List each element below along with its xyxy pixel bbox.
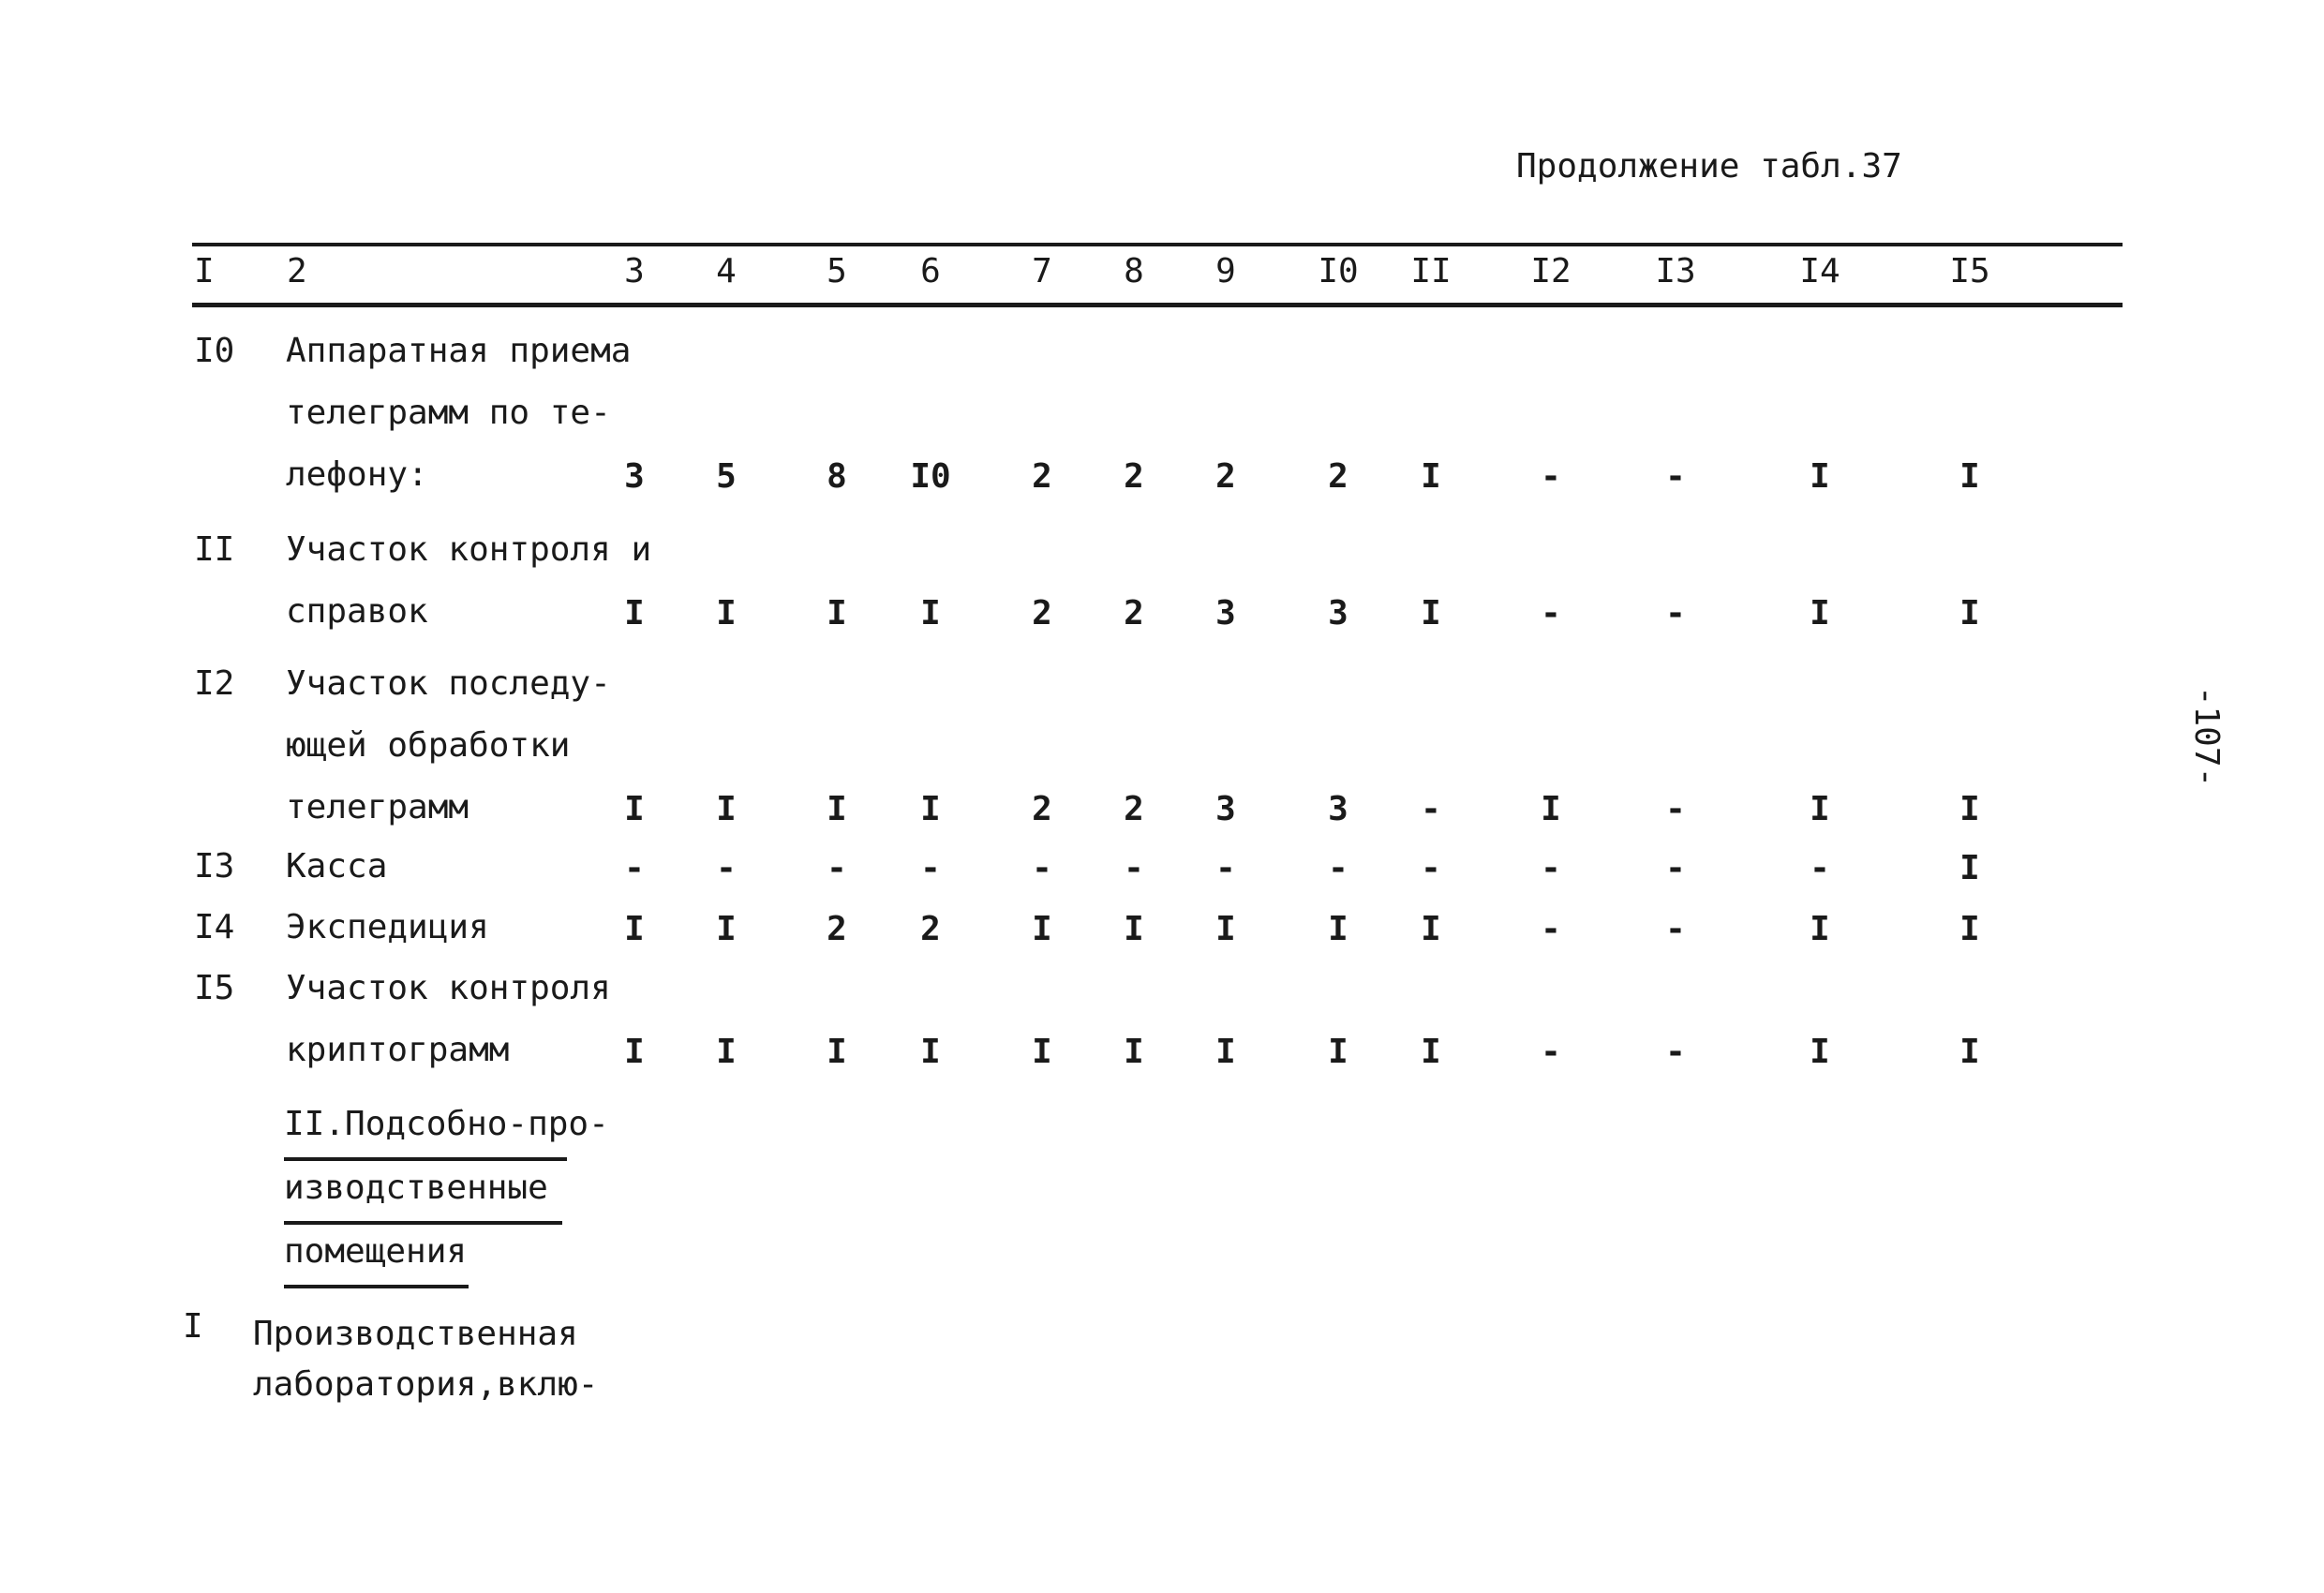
table-cell: I xyxy=(716,910,737,948)
table-cell: - xyxy=(1328,849,1348,887)
table-cell: - xyxy=(1665,790,1686,828)
row-label-line: телеграмм по те- xyxy=(286,394,611,432)
table-cell: - xyxy=(1541,910,1561,948)
table-cell: 2 xyxy=(1124,594,1144,633)
table-cell: I xyxy=(624,910,645,948)
section-line: помещения xyxy=(284,1232,468,1271)
table-cell: - xyxy=(1665,849,1686,887)
table-cell: I xyxy=(1421,457,1441,496)
header-cell: I0 xyxy=(1318,252,1359,290)
table-cell: 2 xyxy=(1032,790,1052,828)
table-cell: I xyxy=(624,594,645,633)
header-cell: I2 xyxy=(1530,252,1572,290)
table-cell: - xyxy=(1665,910,1686,948)
row-label-line: лаборатория,вклю- xyxy=(253,1365,599,1404)
row-number: I xyxy=(183,1307,203,1346)
header-cell: I3 xyxy=(1655,252,1696,290)
row-label-line: Касса xyxy=(286,847,388,886)
table-cell: I xyxy=(1215,1033,1236,1071)
row-label-line: ющей обработки xyxy=(286,726,571,765)
table-cell: I xyxy=(827,1033,847,1071)
table-cell: I xyxy=(920,1033,941,1071)
table-cell: 2 xyxy=(1032,457,1052,496)
table-cell: - xyxy=(920,849,941,887)
table-cell: I xyxy=(1959,457,1980,496)
table-cell: I xyxy=(716,790,737,828)
table-cell: - xyxy=(1421,790,1441,828)
table-cell: I xyxy=(1959,594,1980,633)
header-cell: 5 xyxy=(827,252,847,290)
section-line: II.Подсобно-про- xyxy=(284,1105,609,1143)
table-cell: - xyxy=(827,849,847,887)
table-cell: - xyxy=(1810,849,1830,887)
table-cell: 2 xyxy=(1124,457,1144,496)
table-cell: - xyxy=(1421,849,1441,887)
table-top-rule xyxy=(192,243,2123,246)
header-cell: 7 xyxy=(1032,252,1052,290)
row-number: I5 xyxy=(194,969,235,1007)
row-number: I2 xyxy=(194,664,235,703)
header-cell: 6 xyxy=(920,252,941,290)
section-line: изводственные xyxy=(284,1169,548,1207)
table-cell: I xyxy=(827,790,847,828)
table-cell: - xyxy=(1032,849,1052,887)
table-cell: I xyxy=(1810,910,1830,948)
table-cell: - xyxy=(1665,1033,1686,1071)
table-cell: - xyxy=(1215,849,1236,887)
table-cell: I xyxy=(920,790,941,828)
table-cell: I xyxy=(1959,849,1980,887)
row-label-line: телеграмм xyxy=(286,788,469,826)
table-cell: - xyxy=(624,849,645,887)
section-underline xyxy=(284,1221,562,1225)
row-label-line: Участок контроля и xyxy=(286,530,652,569)
row-number: I4 xyxy=(194,908,235,946)
table-cell: I xyxy=(1959,790,1980,828)
table-cell: - xyxy=(1665,594,1686,633)
table-cell: I xyxy=(1810,594,1830,633)
table-cell: 2 xyxy=(1328,457,1348,496)
table-cell: - xyxy=(716,849,737,887)
header-cell: 8 xyxy=(1124,252,1144,290)
table-cell: I xyxy=(1421,910,1441,948)
table-cell: - xyxy=(1541,1033,1561,1071)
table-cell: I xyxy=(827,594,847,633)
table-cell: I xyxy=(624,1033,645,1071)
row-number: I3 xyxy=(194,847,235,886)
row-label-line: Аппаратная приема xyxy=(286,332,632,370)
row-number: I0 xyxy=(194,332,235,370)
table-cell: 3 xyxy=(1215,790,1236,828)
table-cell: 2 xyxy=(827,910,847,948)
table-cell: - xyxy=(1541,594,1561,633)
table-cell: - xyxy=(1541,849,1561,887)
table-cell: 2 xyxy=(1124,790,1144,828)
table-cell: 3 xyxy=(1215,594,1236,633)
row-label-line: Производственная xyxy=(253,1315,578,1353)
table-cell: 2 xyxy=(1215,457,1236,496)
table-cell: I xyxy=(1328,1033,1348,1071)
row-label-line: справок xyxy=(286,592,428,631)
header-cell: 2 xyxy=(287,252,307,290)
row-label-line: лефону: xyxy=(286,455,428,494)
table-cell: I xyxy=(1959,910,1980,948)
header-cell: 4 xyxy=(716,252,737,290)
header-cell: 9 xyxy=(1215,252,1236,290)
table-cell: I xyxy=(1810,1033,1830,1071)
table-cell: 2 xyxy=(1032,594,1052,633)
table-cell: I xyxy=(1215,910,1236,948)
table-cell: 3 xyxy=(624,457,645,496)
table-cell: 3 xyxy=(1328,790,1348,828)
table-cell: I xyxy=(1328,910,1348,948)
section-underline xyxy=(284,1157,567,1161)
table-cell: I xyxy=(1124,1033,1144,1071)
header-cell: I xyxy=(194,252,215,290)
table-cell: I xyxy=(1810,457,1830,496)
header-cell: II xyxy=(1410,252,1452,290)
table-cell: 5 xyxy=(716,457,737,496)
table-cell: I xyxy=(1421,594,1441,633)
table-cell: I0 xyxy=(910,457,951,496)
table-cell: I xyxy=(1032,910,1052,948)
table-cell: I xyxy=(716,1033,737,1071)
table-cell: I xyxy=(624,790,645,828)
header-cell: 3 xyxy=(624,252,645,290)
table-cell: - xyxy=(1541,457,1561,496)
table-cell: - xyxy=(1124,849,1144,887)
table-cell: I xyxy=(1959,1033,1980,1071)
header-cell: I4 xyxy=(1799,252,1840,290)
table-cell: I xyxy=(1124,910,1144,948)
header-cell: I5 xyxy=(1949,252,1990,290)
table-caption: Продолжение табл.37 xyxy=(1516,147,1902,186)
row-label-line: Участок контроля xyxy=(286,969,611,1007)
row-number: II xyxy=(194,530,235,569)
table-cell: I xyxy=(1421,1033,1441,1071)
table-cell: I xyxy=(920,594,941,633)
table-cell: I xyxy=(1032,1033,1052,1071)
row-label-line: криптограмм xyxy=(286,1031,510,1069)
row-label-line: Экспедиция xyxy=(286,908,489,946)
table-cell: 8 xyxy=(827,457,847,496)
table-cell: 3 xyxy=(1328,594,1348,633)
section-underline xyxy=(284,1285,469,1288)
table-cell: I xyxy=(716,594,737,633)
table-cell: 2 xyxy=(920,910,941,948)
table-cell: I xyxy=(1541,790,1561,828)
table-cell: - xyxy=(1665,457,1686,496)
page-number: -107- xyxy=(2187,685,2227,788)
table-header-rule xyxy=(192,303,2123,307)
table-cell: I xyxy=(1810,790,1830,828)
row-label-line: Участок последу- xyxy=(286,664,611,703)
